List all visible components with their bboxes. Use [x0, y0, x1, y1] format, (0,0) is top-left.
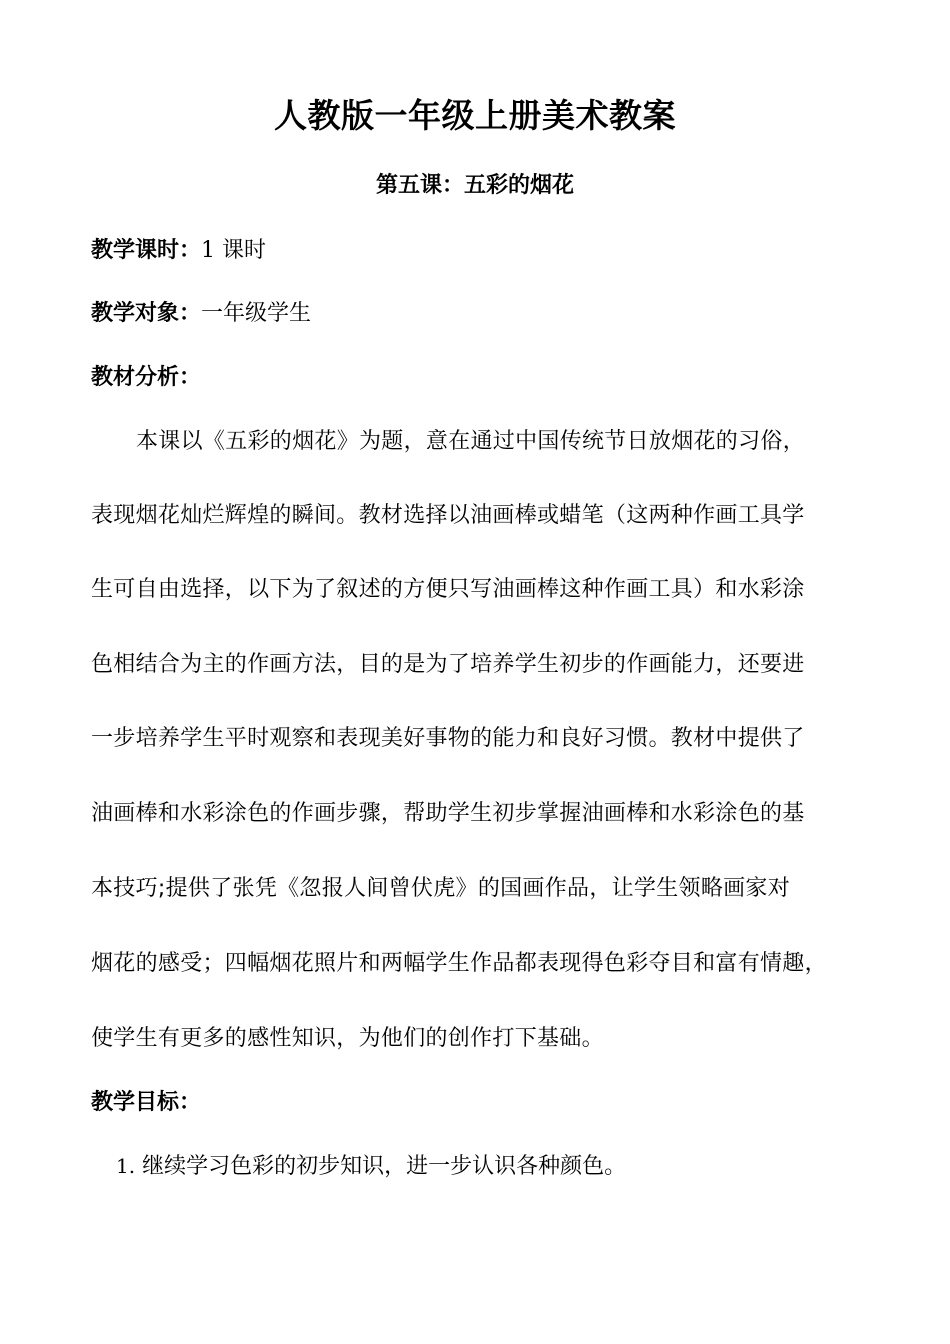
teaching-hours-field: [91, 236, 266, 266]
teaching-hours-unit: 课时: [222, 238, 267, 263]
analysis-line: 使学生有更多的感性知识，为他们的创作打下基础。: [91, 1026, 604, 1051]
analysis-line: 本课以《五彩的烟花》为题，意在通过中国传统节日放烟花的习俗，: [136, 429, 806, 454]
analysis-line: 色相结合为主的作画方法，目的是为了培养学生初步的作画能力，还要进: [91, 652, 805, 677]
goal-item-text: 继续学习色彩的初步知识，进一步认识各种颜色。: [142, 1154, 627, 1179]
analysis-line: 烟花的感受；四幅烟花照片和两幅学生作品都表现得色彩夺目和富有情趣，: [91, 951, 827, 976]
document-title: 人教版一年级上册美术教案: [274, 96, 676, 135]
teaching-target-value: 一年级学生: [201, 301, 312, 326]
teaching-goals-heading: [91, 1088, 201, 1118]
goal-list-item: [116, 1151, 626, 1182]
material-analysis-label: 教材分析：: [91, 365, 202, 390]
teaching-goals-label: 教学目标：: [91, 1090, 202, 1115]
analysis-line: 油画棒和水彩涂色的作画步骤，帮助学生初步掌握油画棒和水彩涂色的基: [91, 801, 805, 826]
teaching-hours-number: 1: [201, 238, 216, 263]
teaching-target-label: 教学对象：: [91, 301, 202, 326]
analysis-line: 生可自由选择，以下为了叙述的方便只写油画棒这种作画工具）和水彩涂: [91, 577, 805, 602]
analysis-line: 一步培养学生平时观察和表现美好事物的能力和良好习惯。教材中提供了: [91, 726, 805, 751]
goal-item-number: 1.: [116, 1154, 136, 1178]
teaching-target-field: [91, 299, 311, 329]
analysis-line: 表现烟花灿烂辉煌的瞬间。教材选择以油画棒或蜡笔（这两种作画工具学: [91, 503, 805, 528]
teaching-hours-label: 教学课时：: [91, 238, 202, 263]
material-analysis-heading: [91, 363, 201, 393]
analysis-line: 本技巧;提供了张凭《忽报人间曾伏虎》的国画作品，让学生领略画家对: [91, 876, 791, 901]
lesson-subtitle: 第五课：五彩的烟花: [375, 173, 574, 198]
